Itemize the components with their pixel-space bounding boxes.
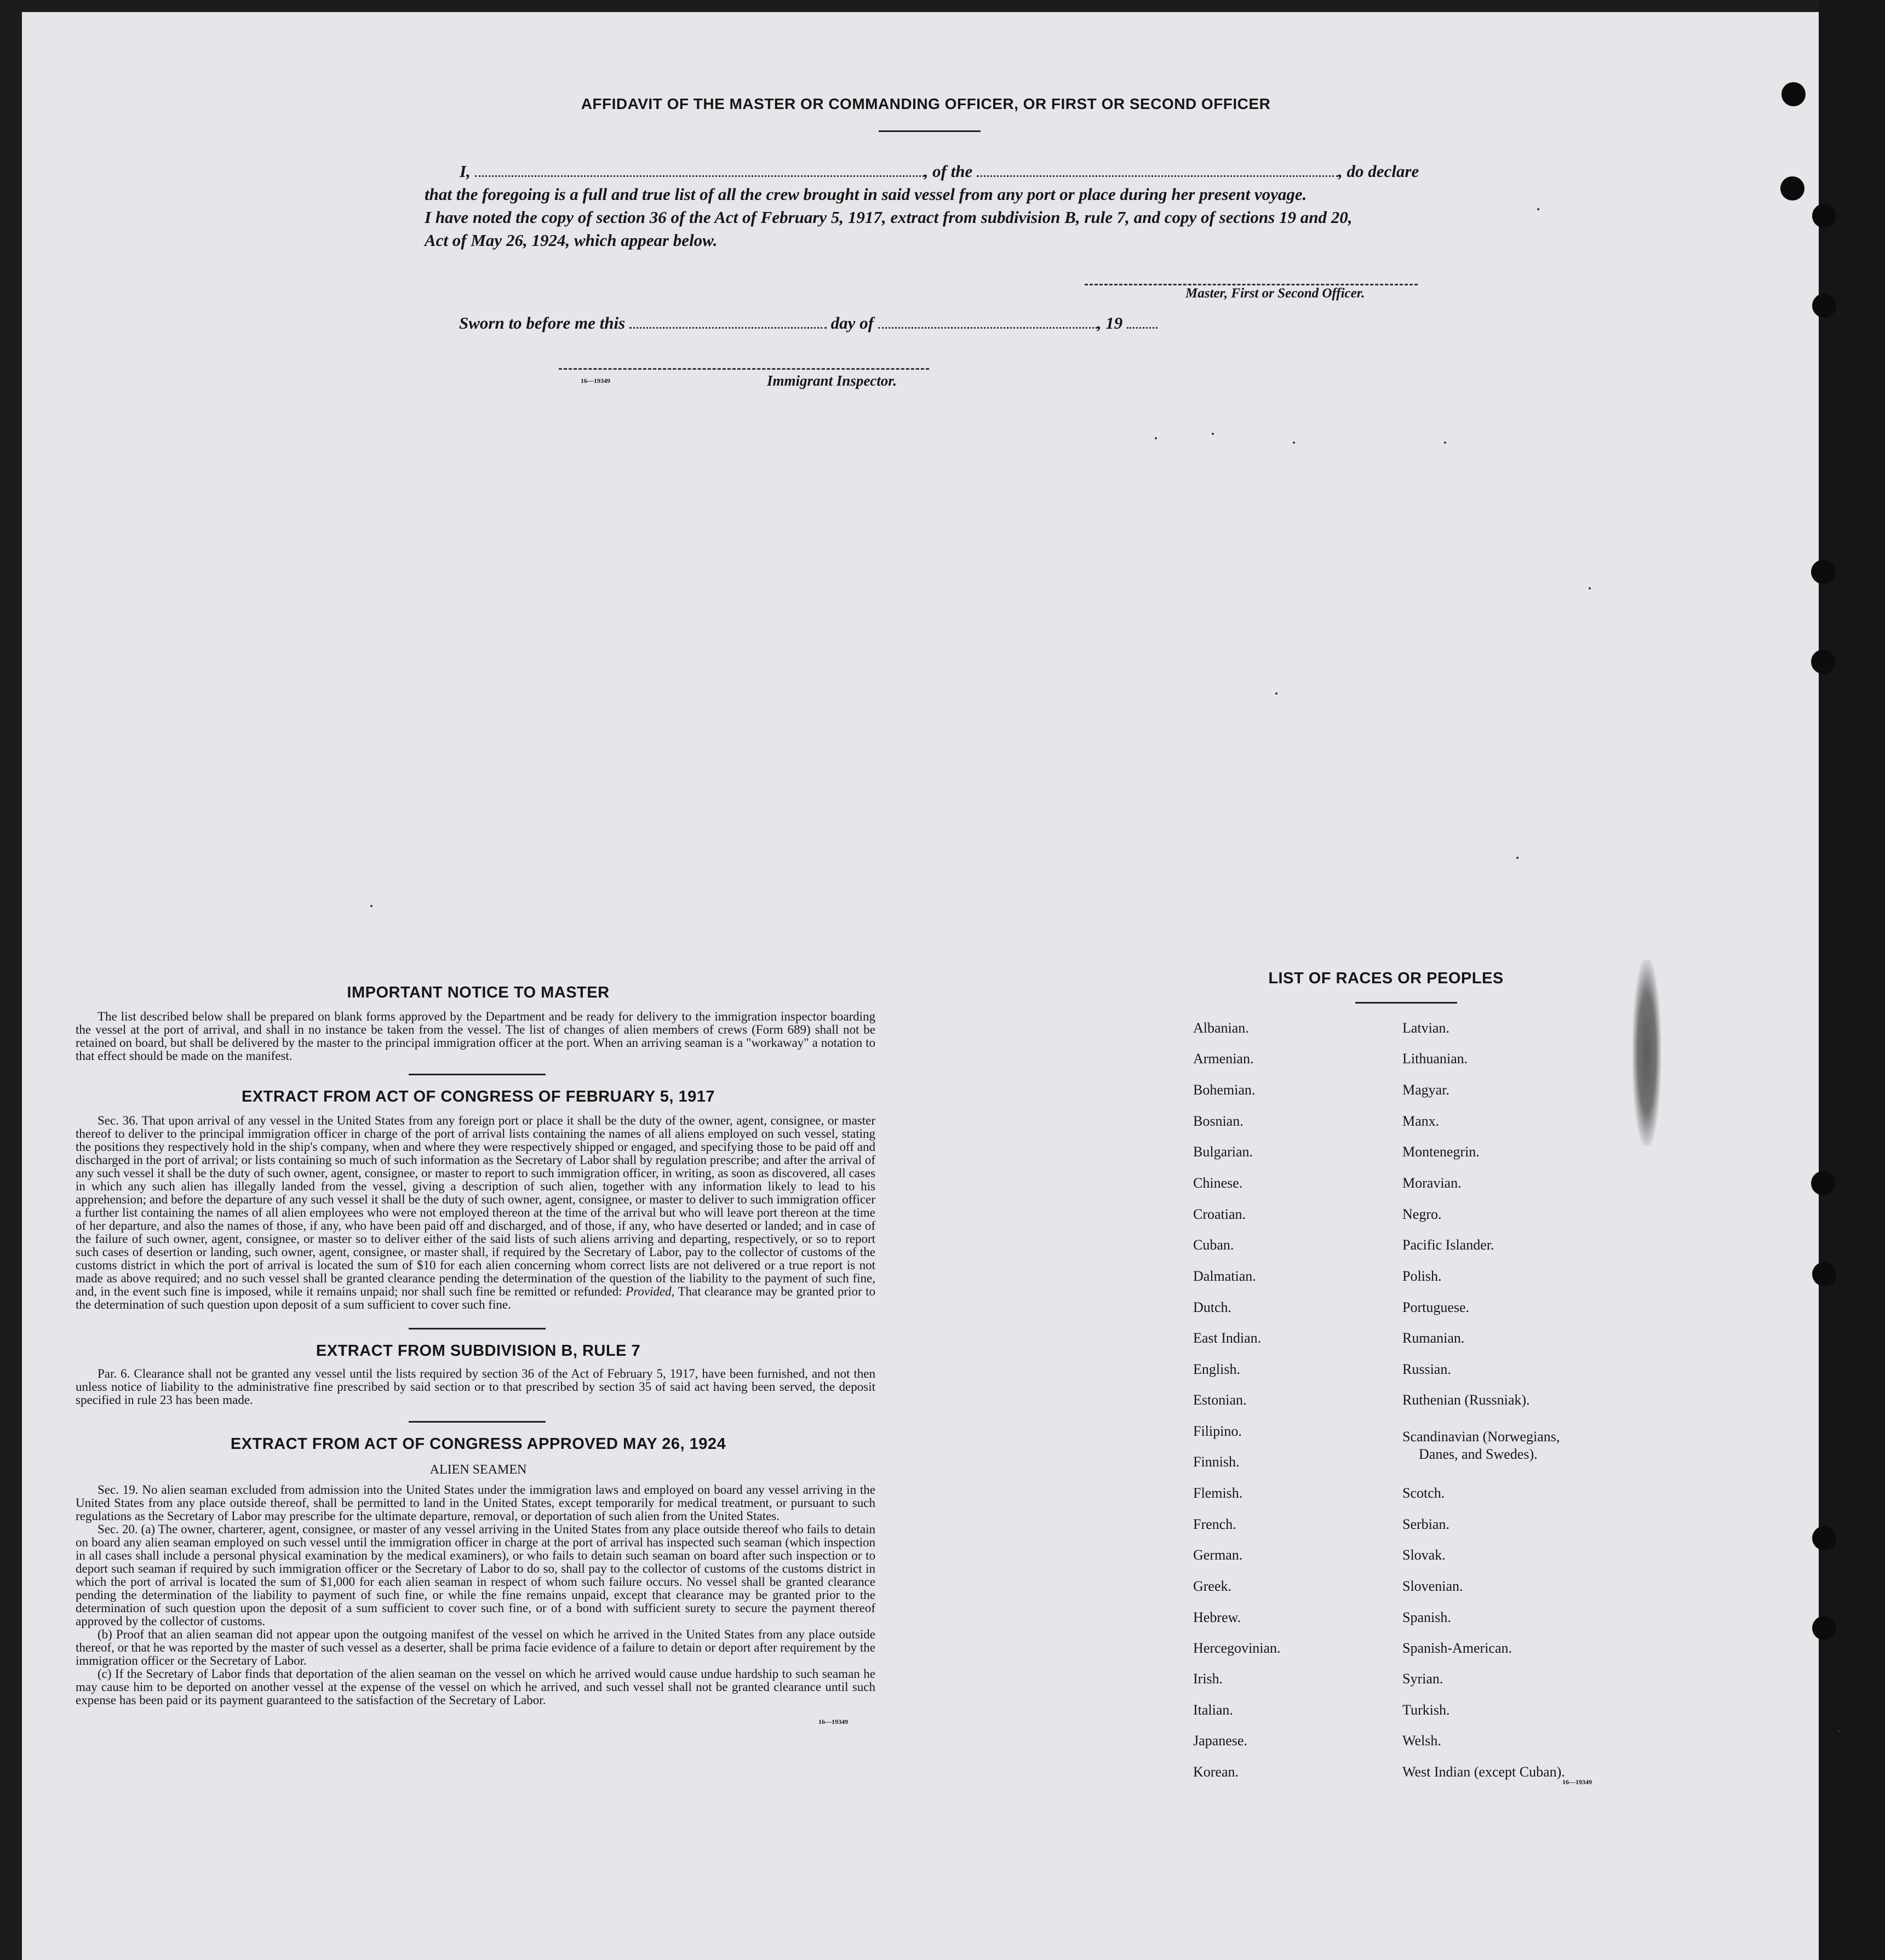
race-item: Spanish-American. [1402,1640,1512,1656]
section-rule [409,1074,546,1075]
declaration-of-the: , of the [924,162,973,181]
punch-hole [1811,560,1835,584]
provided-word: Provided, [626,1285,675,1298]
race-item: English. [1193,1361,1240,1377]
race-item: Italian. [1193,1702,1233,1718]
notice-title: IMPORTANT NOTICE TO MASTER [347,984,610,1001]
race-item: Croatian. [1193,1206,1246,1222]
sworn-year-field[interactable] [1127,325,1158,329]
punch-hole [1812,1616,1836,1640]
race-item: Serbian. [1402,1516,1449,1532]
race-item: Polish. [1402,1268,1442,1284]
race-item: Manx. [1402,1113,1440,1129]
sec-19-label: Sec. 19. [98,1483,139,1497]
race-item: Chinese. [1193,1175,1243,1191]
sworn-text: Sworn to before me this [459,313,626,333]
race-item: Slovenian. [1402,1578,1463,1594]
race-item: East Indian. [1193,1330,1262,1346]
race-item: Negro. [1402,1206,1442,1222]
sworn-year-prefix: , 19 [1097,313,1123,333]
race-item: Syrian. [1402,1671,1443,1687]
race-item: Welsh. [1402,1733,1441,1749]
rule-7-text: Par. 6. Clearance shall not be granted any vessel until the lists required by section 36 of the Act of February 5, 1917, have been furnished, and not then unless notice of liability to the administrative fine prescribed by said section or to that prescribed by section 35 of said act having been served, the deposit specified in rule 23 has been made. [76,1367,875,1407]
speck [1516,857,1519,859]
speck [1444,442,1446,444]
race-item: Scotch. [1402,1485,1445,1501]
signature-line[interactable] [1085,284,1418,285]
affidavit-title: AFFIDAVIT OF THE MASTER OR COMMANDING OFFICER, OR FIRST OR SECOND OFFICER [581,95,1271,112]
speck [1293,442,1295,444]
sec-36-text: That upon arrival of any vessel in the United States from any foreign port or place it shall be the duty of the owner, agent, consignee, or master thereof to deliver to the principal immigration officer in charge of the port of arrival lists containing the names of all aliens employed on such vessel, stating the positions they respectively hold in the ship's company, when and where they were respectively shipped or engaged, and specifying those to be paid off and discharged in the port of arrival; or lists containing so much of such information as the Secretary of Labor shall by regulation prescribe; and after the arrival of any such vessel it shall be the duty of such owner, agent, consignee, or master to report to such immigration officer, in writing, as soon as discovered, all cases in which any such alien has illegally landed from the vessel, giving a description of such alien, together with any information likely to lead to his apprehension; and before the departure of any such vessel it shall be the duty of such owner, agent, consignee, or master to deliver to such immigration officer a further list containing the names of all alien employees who were not employed thereon at the time of the arrival but who will leave port thereon at the time of her departure, and also the names of those, if any, who have been paid off and discharged, and of those, if any, who have deserted or landed; and in case of the failure of such owner, agent, consignee, or master so to deliver either of the said lists of such aliens arriving and departing, respectively, or so to report such cases of desertion or landing, such owner, agent, consignee, or master shall, if required by the Secretary of Labor, pay to the collector of customs of the customs district in which the port of arrival is located the sum of $10 for each alien concerning whom correct lists are not delivered or a true report is not made as above required; and no such vessel shall be granted clearance pending the determination of the question of the liability to the payment of such fine, and, in the event such fine is imposed, while it remains unpaid; nor shall such fine be remitted or refunded: [76,1114,875,1298]
sec-20a-text: The owner, charterer, agent, consignee, or master of any vessel arriving in the United States from any place outside thereof who fails to detain on board any alien seaman employed on such vessel until the immigration officer in charge at the port of arrival has inspected such seaman (which inspection in all cases shall include a personal physical examination by the medical examiners), or who fails to detain such seaman on board after such inspection or to deport such seaman if required by such immigration officer or the Secretary of Labor to do so, shall pay to the collector of customs of the customs district in which the port of arrival is located the sum of $1,000 for each alien seaman in respect of whom such failure occurs. No vessel shall be granted clearance pending the determination of the liability to payment of such fine, or while the fine remains unpaid, except that clearance may be granted prior to the determination of such question upon the deposit of a sum sufficient to cover such fine, or of a bond with sufficient surety to secure the payment thereof approved by the collector of customs. [76,1522,875,1628]
speck [1155,437,1157,439]
section-rule [409,1421,546,1423]
race-item: Finnish. [1193,1454,1240,1470]
sec-36-tail: That clearance may be granted prior to the determination of such question upon deposit of a sum sufficient to cover such fine. [76,1285,875,1311]
declaration-line-3: I have noted the copy of section 36 of the Act of February 5, 1917, extract from subdivision B, rule 7, and copy of sections 19 and 20, [425,208,1353,227]
sec-19-paragraph [76,1483,875,1523]
race-item: Korean. [1193,1764,1239,1780]
race-item: Bulgarian. [1193,1144,1253,1160]
declaration-i: I, [460,162,471,181]
race-item: Montenegrin. [1402,1144,1480,1160]
extract-1917-title: EXTRACT FROM ACT OF CONGRESS OF FEBRUARY 5, 1917 [241,1088,715,1105]
speck [1838,1730,1841,1732]
punch-hole [1781,82,1806,106]
punch-hole [1812,204,1836,228]
race-item: Bosnian. [1193,1113,1244,1129]
race-item: Flemish. [1193,1485,1243,1501]
declaration-line-2: that the foregoing is a full and true list of all the crew brought in said vessel from any port or place during her present voyage. [425,185,1307,204]
vessel-field[interactable] [977,173,1338,177]
notice-body [76,1010,875,1063]
race-item: West Indian (except Cuban). [1402,1764,1565,1780]
signature-caption: Master, First or Second Officer. [1185,286,1365,301]
affidavit-declaration [425,160,1454,252]
inspector-signature-line[interactable] [559,368,929,370]
race-item: Pacific Islander. [1402,1237,1494,1253]
extract-1917-paragraph [76,1114,875,1311]
race-item: Filipino. [1193,1423,1242,1439]
sworn-month-field[interactable] [878,325,1097,329]
notice-text: The list described below shall be prepared on blank forms approved by the Department and be ready for delivery to the immigration inspector boarding the vessel at the port of arrival, and shall in no instance be taken from the vessel. The list of changes of alien members of crews (Form 689) shall not be retained on board, but shall be delivered by the master to the principal immigration officer at the port. When an arriving seaman is a "workaway" a notation to that effect should be made on the manifest. [76,1010,875,1063]
sec-19-text: No alien seaman excluded from admission into the United States under the immigration laws and employed on board any vessel arriving in the United States from any place outside thereof, shall be permitted to land in the United States, except temporarily for medical treatment, or pursuant to such regulations as the Secretary of Labor may prescribe for the ultimate departure, removal, or deportation of such alien from the United States. [76,1483,876,1523]
speck [1275,692,1277,695]
race-item: Albanian. [1193,1020,1249,1036]
race-item: Greek. [1193,1578,1232,1594]
race-item: Portuguese. [1402,1299,1470,1315]
race-item: Estonian. [1193,1392,1247,1408]
speck [1537,208,1539,210]
race-item: Armenian. [1193,1051,1254,1067]
race-item: Danes, and Swedes). [1419,1446,1538,1462]
race-item: Hercegovinian. [1193,1640,1281,1656]
race-item: Moravian. [1402,1175,1462,1191]
race-item: Irish. [1193,1671,1223,1687]
race-item: Scandinavian (Norwegians, [1402,1429,1560,1445]
race-item: Ruthenian (Russniak). [1402,1392,1530,1408]
race-item: Turkish. [1402,1702,1450,1718]
race-item: Japanese. [1193,1733,1247,1749]
race-item: Slovak. [1402,1547,1446,1563]
name-field[interactable] [475,173,924,177]
punch-hole [1780,176,1804,200]
declaration-line-1 [425,160,1454,183]
punch-hole [1812,294,1836,318]
race-item: Cuban. [1193,1237,1234,1253]
form-number: 16—19349 [1562,1778,1592,1786]
sec-20b-paragraph: (b) Proof that an alien seaman did not appear upon the outgoing manifest of the vessel on which he arrived in the United States from any place outside thereof, or that he was reported by the master of such vessel as a deserter, shall be prima facie evidence of a failure to detain or deport after requirement by the immigration officer or the Secretary of Labor. [76,1627,875,1667]
race-item: Bohemian. [1193,1082,1256,1098]
sec-20-label: Sec. 20. (a) [98,1522,155,1536]
ink-stain [1632,960,1661,1146]
act-1924-title: EXTRACT FROM ACT OF CONGRESS APPROVED MAY 26, 1924 [230,1435,726,1453]
race-item: German. [1193,1547,1243,1563]
punch-hole [1811,1171,1835,1195]
sworn-day-of: day of [830,313,874,333]
race-item: Latvian. [1402,1020,1449,1036]
race-item: Dalmatian. [1193,1268,1256,1284]
race-item: Russian. [1402,1361,1451,1377]
race-item: Rumanian. [1402,1330,1465,1346]
sworn-day-field[interactable] [629,325,827,329]
races-title-rule [1355,1002,1457,1004]
form-number: 16—19349 [818,1718,848,1726]
form-number: 16—19349 [581,377,610,385]
race-item: French. [1193,1516,1236,1532]
extract-1917-body [76,1114,875,1311]
race-item: Hebrew. [1193,1609,1241,1625]
section-rule [409,1328,546,1329]
sec-20a-paragraph [76,1523,875,1628]
rule-7-body [76,1367,875,1407]
inspector-caption: Immigrant Inspector. [767,372,897,389]
races-title: LIST OF RACES OR PEOPLES [1268,970,1504,987]
title-rule [879,130,981,132]
punch-hole [1811,650,1835,674]
speck [1589,587,1591,589]
race-item: Spanish. [1402,1609,1451,1625]
alien-seamen-heading: ALIEN SEAMEN [429,1463,527,1477]
sworn-line [459,313,1158,333]
punch-hole [1812,1262,1836,1286]
act-1924-body [76,1483,875,1707]
punch-hole [1812,1526,1836,1550]
speck [370,905,373,907]
declaration-do-declare: , do declare [1338,162,1419,181]
speck [1212,433,1214,435]
race-item: Dutch. [1193,1299,1232,1315]
race-item: Magyar. [1402,1082,1449,1098]
declaration-line-4: Act of May 26, 1924, which appear below. [425,231,718,250]
sec-20c-paragraph: (c) If the Secretary of Labor finds that deportation of the alien seaman on the vessel on which he arrived would cause undue hardship to such seaman he may cause him to be deported on another vessel at the expense of the vessel on which he arrived, and such vessel shall not be granted clearance until such expense has been paid or its payment guaranteed to the satisfaction of the Secretary of Labor. [76,1667,875,1707]
rule-7-title: EXTRACT FROM SUBDIVISION B, RULE 7 [316,1342,641,1360]
race-item: Lithuanian. [1402,1051,1468,1067]
sec-36-label: Sec. 36. [98,1114,139,1127]
